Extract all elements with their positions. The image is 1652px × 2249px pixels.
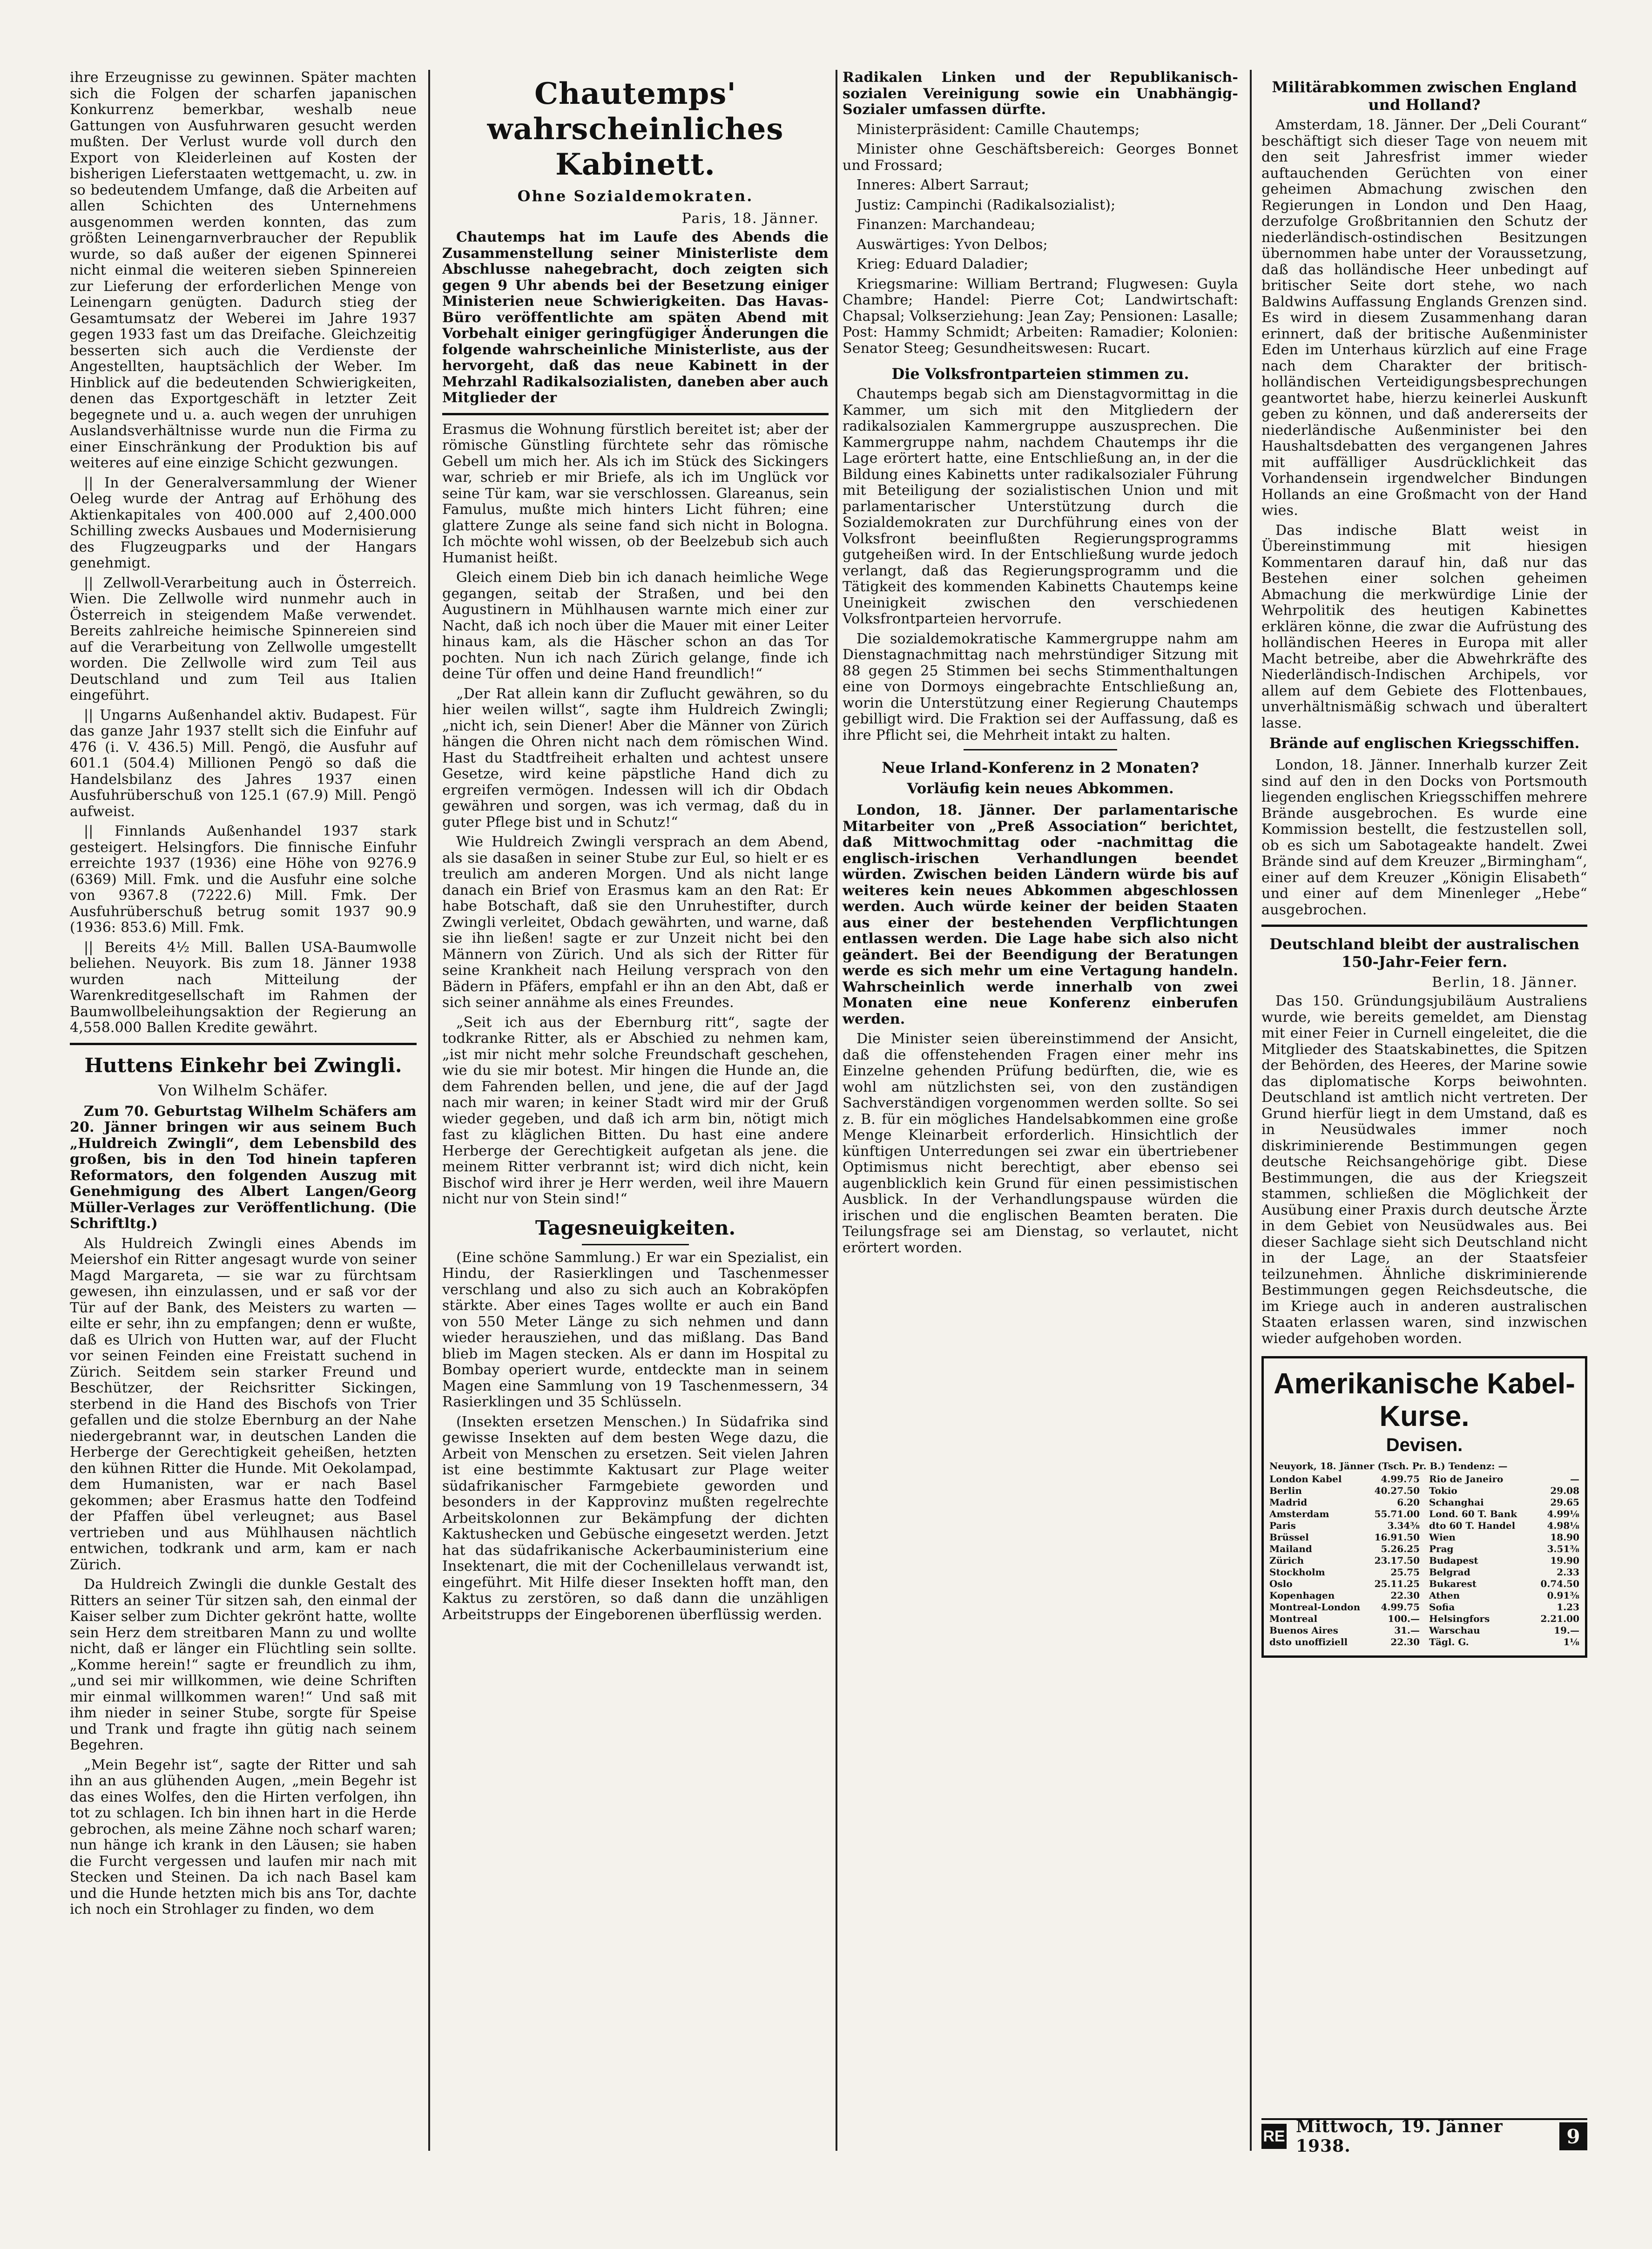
kurs-value: 22.30 — [1390, 1590, 1420, 1601]
kurs-value: 19.— — [1554, 1625, 1579, 1636]
kurs-currency: Amsterdam — [1269, 1508, 1329, 1520]
news-item: || Ungarns Außenhandel aktiv. Budapest. Für das ganze Jahr 1937 stellt sich die Einfuhr auf 476 (i. V. 436.5) Mill. Pengö, die Ausfuhr auf 601.1 (504.4) Millionen Pengö so daß die Handelsbilanz des Jahres 1937 einen Ausfuhrüberschuß von 125.1 (67.9) Mill. Pengö aufweist. — [70, 707, 417, 820]
article-text: Amsterdam, 18. Jänner. Der „Deli Courant“ beschäftigt sich dieser Tage von neuem mit den seit Jahresfrist immer wieder auftauchenden Gerüchten von einer geheimen Abmachung zwischen den Regierungen in London und Den Haag, derzufolge Großbritannien den Schutz der niederländisch-ostindischen Besitzungen übernommen habe unter der Voraussetzung, daß das holländische Heer unbedingt auf britischer Seite dort stehe, wo nach Baldwins Auffassung Englands Grenzen sind. Es wird in diesem Zusammenhang daran erinnert, daß der britische Außenminister Eden im Unterhaus kürzlich auf eine Frage nach dem Charakter der britisch-holländischen Verteidigungsbesprechungen geantwortet habe, hierzu keinerlei Auskunft geben zu können, und daß andererseits der niederländische Außenminister bei den Haushaltsdebatten des vergangenen Jahres mit auffälliger Ausdrücklichkeit das Vorhandensein irgendwelcher Bindungen Hollands an eine Großmacht von der Hand wies. — [1261, 117, 1587, 519]
article-text: Die sozialdemokratische Kammergruppe nahm am Dienstagnachmittag nach mehrstündiger Sitzung mit 88 gegen 25 Stimmen bei sechs Stimmenthaltungen eine von Dormoys eingebrachte Entschließung an, worin die Unterstützung einer Regierung Chautemps gebilligt wird. Die Fraktion sei der Auffassung, daß es ihre Pflicht sei, die Mehrheit intakt zu halten. — [843, 630, 1238, 743]
article-text: Erasmus die Wohnung fürstlich bereitet ist; aber der römische Günstling fürchtete sehr das römische Gebell um mich her. Als ich im Stück des Sickingers war, schrieb er mir Briefe, als ich im Unglück vor seine Tür kam, war sie verschlossen. Glareanus, sein Famulus, mußte mich hinters Licht führen; eine glattere Zunge als seine fand sich nicht in Bologna. Ich möchte wohl wissen, ob der Beelzebub sich auch Humanist heißt. — [442, 421, 829, 566]
subheading-braende: Brände auf englischen Kriegsschiffen. — [1269, 735, 1580, 752]
kurs-column-right — [1429, 1473, 1579, 1648]
article-text: „Seit ich aus der Ebernburg ritt“, sagte der todkranke Ritter, als er Abschied zu nehmen kam, „ist mir nicht mehr solche Freundschaft geschehen, wie du sie mir botest. Mir hingen die Hunde an, die dem Fahrenden bellen, und jene, die auf der Jagd nach mir waren; in keiner Stadt wird mir der Gruß wieder gegeben, und daß ich arm bin, nötigt mich fast zu kläglichen Bitten. Du hast eine andere Herberge der Gerechtigkeit aufgetan als jene. die meinem Ritter verbrannt ist; wird dich nicht, kein Bischof wird ihrer je Herr werden, weil ihre Mauern nicht nur von Stein sind!“ — [442, 1014, 829, 1207]
kurs-currency: Bukarest — [1429, 1578, 1477, 1589]
kurs-value: 5.26.25 — [1381, 1543, 1420, 1554]
kurs-currency: Warschau — [1429, 1625, 1480, 1636]
kurs-currency: Tägl. G. — [1429, 1636, 1469, 1648]
kurs-currency: dsto unoffiziell — [1269, 1636, 1348, 1648]
kurs-currency: Belgrad — [1429, 1567, 1470, 1578]
column-1 — [70, 70, 417, 1922]
kurs-value: 55.71.00 — [1374, 1508, 1420, 1520]
publisher-logo: RE — [1261, 2124, 1287, 2149]
kurs-value: 25.11.25 — [1374, 1578, 1420, 1589]
kurs-row — [1269, 1625, 1420, 1636]
kurs-row — [1429, 1625, 1579, 1636]
article-text: Als Huldreich Zwingli eines Abends im Meiershof ein Ritter angesagt wurde von seiner Magd Margareta, — sie war zu fürchtsam gewesen, ihn einzulassen, und er saß vor der Tür auf der Bank, des Meisters zu warten — eilte er sehr, ihn zu empfangen; denn er wußte, daß es Ulrich von Hutten war, auf der Flucht vor seinen Feinden eine Freistatt suchend in Zürich. Seitdem sein starker Freund und Beschützer, der Reichsritter Sickingen, sterbend in die Hand des Bischofs von Trier gefallen und die stolze Ebernburg an der Nahe niedergebrannt war, in deutschen Landen die Herberge der Gerechtigkeit geheißen, hetzten den kühnen Ritter die Hunde. Mit Oekolampad, dem Humanisten, war er nach Basel gekommen; aber Erasmus hatte den Todfeind der Pfaffen übel verleugnet; aus Basel vertrieben und aus Mühlhausen nächtlich entwichen, todkrank und arm, kam er nach Zürich. — [70, 1235, 417, 1573]
minister-entry: Justiz: Campinchi (Radikalsozialist); — [856, 196, 1116, 213]
kurs-row — [1429, 1508, 1579, 1520]
article-text: Das indische Blatt weist in Übereinstimmung mit hiesigen Kommentaren darauf hin, daß nur das Bestehen einer solchen geheimen Abmachung die merkwürdige Linie der Wehrpolitik des heutigen Kabinettes erklären könne, die zwar die Aufrüstung des holländischen Heeres in Europa mit aller Macht betreibe, aber die Abwehrkräfte des Niederländisch-Indischen Archipels, vor allem auf dem Gebiete des Flottenbaues, unverhältnismäßig schwach und überaltert lasse. — [1261, 522, 1587, 731]
kurs-row — [1429, 1520, 1579, 1532]
kurs-column-left — [1269, 1473, 1420, 1648]
kurs-value: 0.74.50 — [1540, 1578, 1579, 1589]
kurs-row — [1429, 1485, 1579, 1497]
news-item: || In der Generalversammlung der Wiener Oeleg wurde der Antrag auf Erhöhung des Aktienkapitales von 400.000 auf 2,400.000 Schilling zwecks Ausbaues und Modernisierung des Flugzeugparks und der Hangars genehmigt. — [70, 474, 417, 571]
kurs-value: 25.75 — [1390, 1567, 1420, 1578]
kurs-currency: Zürich — [1269, 1555, 1304, 1566]
column-rule — [836, 70, 837, 2151]
kurs-value: 23.17.50 — [1374, 1555, 1420, 1566]
kurs-row — [1269, 1567, 1420, 1578]
minister-entry: Finanzen: Marchandeau; — [856, 216, 1036, 233]
news-item: || Finnlands Außenhandel 1937 stark gesteigert. Helsingfors. Die finnische Einfuhr erreichte 1937 (1936) eine Höhe von 9276.9 (6369) Mill. Fmk. und die Ausfuhr eine solche von 9367.8 (7222.6) Mill. Fmk. Der Ausfuhrüberschuß betrug somit 1937 90.9 (1936: 853.6) Mill. Fmk. — [70, 823, 417, 936]
kurs-row — [1269, 1613, 1420, 1625]
kurs-row — [1429, 1590, 1579, 1601]
kurs-row — [1429, 1555, 1579, 1567]
dateline: Paris, 18. Jänner. — [681, 210, 819, 227]
kurs-value: 29.65 — [1550, 1497, 1579, 1508]
kurs-currency: Madrid — [1269, 1497, 1308, 1508]
article-text: Das 150. Gründungsjubiläum Australiens wurde, wie bereits gemeldet, am Dienstag mit einer Feier in Curnell eingeleitet, die die Mitglieder des Staatskabinettes, die Spitzen der Behörden, des Heeres, der Marine sowie das diplomatische Korps beiwohnten. Deutschland ist amtlich nicht vertreten. Der Grund hierfür liegt in dem Umstand, daß es in Neusüdwales immer noch diskriminierende Bestimmungen gegen deutsche Reichsangehörige gibt. Diese Bestimmungen, die aus der Kriegszeit stammen, schließen die Möglichkeit der Ausübung einer Praxis durch deutsche Ärzte in dem Gebiet von Neusüdwales aus. Bei dieser Sachlage sieht sich Deutschland nicht in der Lage, an der Staatsfeier teilzunehmen. Ähnliche diskriminierende Bestimmungen gegen Reichsdeutsche, die im Kriege auch in anderen australischen Staaten erlassen waren, sind inzwischen wieder aufgehoben worden. — [1261, 993, 1587, 1347]
kurs-row — [1429, 1497, 1579, 1508]
divider — [964, 749, 1117, 750]
column-4 — [1261, 70, 1587, 1658]
dateline: Berlin, 18. Jänner. — [1432, 974, 1578, 991]
kurs-value: 3.51⅜ — [1547, 1543, 1579, 1554]
kurs-value: 100.— — [1388, 1613, 1420, 1624]
kurs-row — [1269, 1578, 1420, 1590]
article-text: „Der Rat allein kann dir Zuflucht gewähren, so du hier weilen willst“, sagte ihm Huldreich Zwingli; „nicht ich, sein Diener! Aber die Männer von Zürich hängen die Ohren nicht nach dem römischen Wind. Hast du Stadtfreiheit erhalten und achtest unsere Gesetze, wird keine päpstliche Hand dich zu ergreifen vermögen. Indessen will ich dir Obdach gewähren und sorgen, was ich vermag, daß du in guter Pflege bist und in Schutz!“ — [442, 685, 829, 831]
article-text: Da Huldreich Zwingli die dunkle Gestalt des Ritters an seiner Tür sitzen sah, den einmal der Kaiser selber zum Dichter gekrönt hatte, wollte sein Herz dem streitbaren Mann zu und wollte nicht, daß er länger ein Flüchtling sein sollte. „Komme herein!“ sagte er freundlich zu ihm, „und sei mir willkommen, wie deine Schriften mir einmal willkommen waren!“ Und saß mit ihm nieder in seiner Stube, sorgte für Speise und Trank und fragte ihn gütig nach seinem Begehren. — [70, 1576, 417, 1753]
article-text: London, 18. Jänner. Der parlamentarische Mitarbeiter von „Preß Association“ berichtet, daß Mittwochmittag oder -nachmittag die englisch-irischen Verhandlungen beendet würden. Zwischen beiden Ländern würde bis auf weiteres kein neues Abkommen abgeschlossen werden. Auch würde keiner der beiden Staaten aus einer der bestehenden Verpflichtungen entlassen werden. Die Lage habe sich also nicht geändert. Bei der Beendigung der Beratungen werde es sich mehr um eine Vertagung handeln. Wahrscheinlich werde innerhalb von zwei Monaten eine neue Konferenz einberufen werden. — [843, 802, 1238, 1027]
article-text: Radikalen Linken und der Republikanisch-sozialen Vereinigung sowie ein Unabhängig-Sozialer umfassen dürfte. — [843, 69, 1238, 118]
page-footer — [1261, 2117, 1587, 2156]
kurs-row — [1269, 1555, 1420, 1567]
kurs-value: 0.91⅜ — [1547, 1590, 1579, 1601]
kabel-kurse-box — [1261, 1356, 1587, 1658]
kurs-currency: Lond. 60 T. Bank — [1429, 1508, 1517, 1520]
kurs-row — [1269, 1497, 1420, 1508]
kurs-currency: Schanghai — [1429, 1497, 1484, 1508]
kurs-currency: London Kabel — [1269, 1473, 1342, 1485]
kurs-value: 6.20 — [1397, 1497, 1420, 1508]
heading-tagesneuigkeiten: Tagesneuigkeiten. — [535, 1216, 736, 1239]
minister-entry: Kriegsmarine: William Bertrand; Flugwesen: Guyla Chambre; Handel: Pierre Cot; Landwirtschaft: Chapsal; Volkserziehung: Jean Zay; Pensionen: Lasalle; Post: Hammy Schmidt; Arbeiten: Ramadier; Kolonien: Senator Steeg; Gesundheitswesen: Rucart. — [843, 276, 1238, 357]
author-line: Von Wilhelm Schäfer. — [158, 1081, 329, 1099]
kurs-row — [1429, 1532, 1579, 1543]
kurs-row — [1269, 1532, 1420, 1543]
kurs-currency: Mailand — [1269, 1543, 1312, 1554]
heading-hutten: Huttens Einkehr bei Zwingli. — [84, 1054, 402, 1077]
kurs-row — [1429, 1473, 1579, 1485]
kurs-row — [1269, 1473, 1420, 1485]
kurs-value: 18.90 — [1550, 1532, 1579, 1543]
newspaper-page — [70, 70, 1587, 2183]
kurs-table — [1269, 1473, 1579, 1648]
kurs-value: 22.30 — [1390, 1636, 1420, 1648]
kurs-currency: Montreal — [1269, 1613, 1318, 1624]
kurs-currency: Athen — [1429, 1590, 1460, 1601]
kurs-row — [1429, 1601, 1579, 1613]
heading-militaerabkommen: Militärabkommen zwischen England und Holland? — [1272, 78, 1577, 114]
kurs-header: Neuyork, 18. Jänner (Tsch. Pr. B.) Tendenz: — — [1269, 1460, 1508, 1472]
page-number: 9 — [1559, 2122, 1587, 2150]
kurs-currency: Stockholm — [1269, 1567, 1325, 1578]
kurs-value: 40.27.50 — [1374, 1485, 1420, 1496]
box-title: Amerikanische Kabel-Kurse. — [1274, 1368, 1575, 1432]
kurs-value: 4.99⅛ — [1547, 1508, 1579, 1520]
kurs-value: 4.99.75 — [1381, 1601, 1420, 1613]
divider — [1261, 925, 1587, 927]
kurs-value: 1.23 — [1557, 1601, 1579, 1613]
minister-entry: Inneres: Albert Sarraut; — [856, 177, 1029, 193]
article-text: London, 18. Jänner. Innerhalb kurzer Zeit sind auf den in den Docks von Portsmouth liegenden englischen Kriegsschiffen mehrere Brände ausgebrochen. Es wurde eine Kommission bestellt, die festzustellen soll, ob es sich um Sabotageakte handelt. Zwei Brände sind auf dem Kreuzer „Birmingham“, einer auf dem Kreuzer „Königin Elisabeth“ und einer auf dem Minenleger „Hebe“ ausgebrochen. — [1261, 757, 1587, 918]
subheading-irland: Vorläufig kein neues Abkommen. — [907, 780, 1174, 797]
kurs-row — [1269, 1543, 1420, 1555]
kurs-row — [1269, 1590, 1420, 1601]
column-rule — [428, 70, 430, 2151]
article-text: Die Minister seien übereinstimmend der Ansicht, daß die offenstehenden Fragen einer mehr ins Einzelne gehenden Prüfung bedürften, die, wie es wohl am nützlichsten sei, von den zuständigen Sachverständigen vorgenommen werden sollte. So sei z. B. für ein mögliches Handelsabkommen eine große Menge Kleinarbeit erforderlich. Hinsichtlich der künftigen Unterredungen sei zwar ein übertriebener Optimismus nicht berechtigt, aber ebenso sei augenblicklich kein Grund für einen pessimistischen Ausblick. In der Verhandlungspause würden die irischen und die englischen Beamten beraten. Die Teilungsfrage sei am Dienstag, so verlautet, nicht erörtert worden. — [843, 1031, 1238, 1256]
article-text: Wie Huldreich Zwingli versprach an dem Abend, als sie dasaßen in seiner Stube zur Eul, so hielt er es treulich am anderen Morgen. Und als nicht lange danach ein Brief von Erasmus kam an den Rat: Er habe Botschaft, daß sie den Unruhestifter, durch Zwingli verleitet, Obdach gewährten, und warne, daß sie ihn ließen! sagte er zur Unzeit nicht bei den Männern von Zürich. Und als sich der Ritter für seine Krankheit nach Heilung versprach von den Bädern in Pfäfers, empfahl er ihn an den Abt, daß er sich seiner annähme als eines Freundes. — [442, 834, 829, 1011]
column-3 — [843, 70, 1238, 1260]
kurs-value: 16.91.50 — [1374, 1532, 1420, 1543]
kurs-currency: Berlin — [1269, 1485, 1302, 1496]
kurs-currency: Brüssel — [1269, 1532, 1309, 1543]
kurs-row — [1429, 1543, 1579, 1555]
kurs-currency: Oslo — [1269, 1578, 1293, 1589]
kurs-value: 3.34⅜ — [1387, 1520, 1420, 1531]
kurs-value: — — [1570, 1473, 1579, 1485]
kurs-row — [1429, 1636, 1579, 1648]
article-text: Chautemps begab sich am Dienstagvormittag in die Kammer, um sich mit den Mitgliedern der radikalsozialen Kammergruppe auszusprechen. Die Kammergruppe nahm, nachdem Chautemps ihr die Lage erörtert hatte, eine Entschließung an, in der die Bildung eines Kabinetts unter radikalsozialer Führung mit Beteiligung der sozialistischen Union und mit parlamentarischer Unterstützung durch die Sozialdemokraten zur Durchführung eines von der Volksfront beeinflußten Regierungsprogramms gutgeheißen wird. In der Entschließung wurde jedoch verlangt, daß das Regierungsprogramm und die Tätigkeit des kommenden Kabinetts Chautemps keine Uneinigkeit zwischen den verschiedenen Volksfrontparteien hervorrufe. — [843, 386, 1238, 627]
kurs-row — [1429, 1567, 1579, 1578]
heading-irland: Neue Irland-Konferenz in 2 Monaten? — [882, 759, 1199, 777]
box-subtitle: Devisen. — [1386, 1435, 1463, 1455]
kurs-value: 4.98⅛ — [1547, 1520, 1579, 1531]
kurs-currency: Sofia — [1429, 1601, 1455, 1613]
kurs-value: 31.— — [1394, 1625, 1420, 1636]
news-item: (Eine schöne Sammlung.) Er war ein Spezialist, ein Hindu, der Rasierklingen und Taschenmesser verschlang und also zu sich auch an Kobraköpfen stärkte. Aber eines Tages wollte er auch ein Band von 550 Meter Länge zu sich nehmen und dann wieder herausziehen, und das mißlang. Das Band blieb im Magen stecken. Als er dann im Hospital zu Bombay operiert wurde, entdeckte man in seinem Magen eine Sammlung von 19 Taschenmessern, 34 Rasierklingen und 35 Schlüsseln. — [442, 1249, 829, 1410]
minister-entry: Krieg: Eduard Daladier; — [856, 256, 1029, 272]
news-item: (Insekten ersetzen Menschen.) In Südafrika sind gewisse Insekten auf dem besten Wege dazu, die Arbeit von Menschen zu ersetzen. Seit vielen Jahren ist eine bestimmte Kaktusart zur Plage weiter südafrikanischer Farmgebiete geworden und besonders in der Kapprovinz mußten regelrechte Arbeitskolonnen zur Bekämpfung der dichten Kaktushecken und Gebüsche eingesetzt werden. Jetzt hat das südafrikanische Ackerbauministerium eine Insektenart, die mit der Cochenillelaus verwandt ist, eingeführt. Mit Hilfe dieser Insekten hofft man, den Kaktus zu zerstören, so daß dann die unzähligen Arbeitstrupps der Eingeborenen überflüssig werden. — [442, 1413, 829, 1623]
kurs-currency: Wien — [1429, 1532, 1456, 1543]
kurs-currency: Helsingfors — [1429, 1613, 1490, 1624]
kurs-currency: Budapest — [1429, 1555, 1478, 1566]
kurs-row — [1429, 1613, 1579, 1625]
kurs-currency: Tokio — [1429, 1485, 1457, 1496]
heading-australien: Deutschland bleibt der australischen 150-Jahr-Feier fern. — [1269, 935, 1579, 971]
lead-text: Chautemps hat im Laufe des Abends die Zusammenstellung seiner Ministerliste dem Abschlusse nahegebracht, doch zeigten sich gegen 9 Uhr abends bei der Besetzung einiger Ministerien neue Schwierigkeiten. Das Havas-Büro veröffentlichte am späten Abend mit Vorbehalt einiger geringfügiger Änderungen die folgende wahrscheinliche Ministerliste, aus der hervorgeht, daß das neue Kabinett in der Mehrzahl Radikalsozialisten, daneben aber auch Mitglieder der — [442, 229, 829, 406]
kurs-row — [1429, 1578, 1579, 1590]
heading-volksfront: Die Volksfrontparteien stimmen zu. — [891, 365, 1189, 383]
kurs-currency: Rio de Janeiro — [1429, 1473, 1504, 1485]
subheadline: Ohne Sozialdemokraten. — [517, 187, 754, 205]
kurs-row — [1269, 1520, 1420, 1532]
article-text: ihre Erzeugnisse zu gewinnen. Später machten sich die Folgen der scharfen japanischen Konkurrenz bemerkbar, weshalb neue Gattungen von Ausfuhrwaren gesucht werden mußten. Der Verlust wurde voll durch den Export von Kleiderleinen auf Kosten der bisherigen Lieferstaaten wettgemacht, u. zw. in so bedeutendem Umfange, daß die Arbeiten auf allen Schichten des Unternehmens ausgenommen werden konnten, das zum größten Leinengarnverbraucher der Republik wurde, so daß außer der eigenen Spinnerei nicht einmal die weiteren sieben Spinnereien zur Lieferung der erforderlichen Menge von Leinengarn genügten. Dadurch stieg der Gesamtumsatz der Weberei im Jahre 1937 gegen 1933 fast um das Dreifache. Gleichzeitig besserten sich auch die Verdienste der Angestellten, hauptsächlich der Weber. Im Hinblick auf die bedeutenden Schwierigkeiten, denen das Exportgeschäft in letzter Zeit begegnete und u. a. auch wegen der unruhigen Auslandsverhältnisse wurde nun die Firma zu einer Einschränkung der Produktion bis auf weiteres auf eine einzige Schicht gezwungen. — [70, 69, 417, 471]
kurs-row — [1269, 1601, 1420, 1613]
column-2 — [442, 70, 829, 1627]
divider — [582, 1244, 689, 1245]
kurs-row — [1269, 1636, 1420, 1648]
kurs-value: 29.08 — [1550, 1485, 1579, 1496]
news-item: || Zellwoll-Verarbeitung auch in Österreich. Wien. Die Zellwolle wird nunmehr auch in Österreich in steigendem Maße verwendet. Bereits zahlreiche heimische Spinnereien sind auf die Verarbeitung von Zellwolle umgestellt worden. Die Zellwolle wird zum Teil aus Deutschland und zum Teil aus Italien eingeführt. — [70, 574, 417, 703]
kurs-row — [1269, 1485, 1420, 1497]
kurs-value: 19.90 — [1550, 1555, 1579, 1566]
kurs-currency: dto 60 T. Handel — [1429, 1520, 1516, 1531]
minister-entry: Minister ohne Geschäftsbereich: Georges Bonnet und Frossard; — [843, 141, 1238, 174]
kurs-currency: Kopenhagen — [1269, 1590, 1335, 1601]
headline-chautemps: Chautemps' wahrscheinliches Kabinett. — [487, 76, 784, 182]
minister-entry: Ministerpräsident: Camille Chautemps; — [856, 121, 1140, 138]
article-text: „Mein Begehr ist“, sagte der Ritter und sah ihn an aus glühenden Augen, „mein Begehr ist das eines Wolfes, den die Hirten verfolgen, ihn tot zu schlagen. Ich bin ihnen hart in die Herde gebrochen, als meine Zähne noch scharf waren; nun hänge ich krank in den Läusen; sie haben die Furcht vergessen und laufen mir nach mit Stecken und Steinen. Da ich nach Basel kam und die Hunde hetzten mich bis ans Tor, dachte ich noch ein Strohlager zu finden, wo dem — [70, 1756, 417, 1918]
divider — [70, 1043, 417, 1045]
intro-note: Zum 70. Geburtstag Wilhelm Schäfers am 20. Jänner bringen wir aus seinem Buch „Huldreich Zwingli“, dem Lebensbild des großen, bis in den Tod hinein tapferen Reformators, den folgenden Auszug mit Genehmigung des Albert Langen/Georg Müller-Verlages zur Veröffentlichung. (Die Schriftltg.) — [70, 1103, 417, 1232]
issue-date: Mittwoch, 19. Jänner 1938. — [1296, 2117, 1503, 2156]
kurs-value: 1⅛ — [1563, 1636, 1579, 1648]
kurs-currency: Buenos Aires — [1269, 1625, 1338, 1636]
column-rule — [1250, 70, 1252, 2151]
news-item: || Bereits 4½ Mill. Ballen USA-Baumwolle beliehen. Neuyork. Bis zum 18. Jänner 1938 wurden nach Mitteilung der Warenkreditgesellschaft im Rahmen der Baumwollbeleihungsaktion der Regierung an 4,558.000 Ballen Kredite gewährt. — [70, 939, 417, 1036]
kurs-value: 2.33 — [1557, 1567, 1579, 1578]
kurs-currency: Prag — [1429, 1543, 1454, 1554]
kurs-value: 2.21.00 — [1540, 1613, 1579, 1624]
kurs-value: 4.99.75 — [1381, 1473, 1420, 1485]
article-text: Gleich einem Dieb bin ich danach heimliche Wege gegangen, seitab der Straßen, und bei den Augustinern in Mühlhausen warnte mich einer zur Nacht, daß ich noch über die Mauer mit einer Leiter hinaus kam, als die Häscher schon an das Tor pochten. Nun ich nach Zürich gelange, finde ich deine Tür offen und deine Hand freundlich!“ — [442, 569, 829, 682]
divider — [442, 413, 829, 415]
kurs-currency: Paris — [1269, 1520, 1296, 1531]
kurs-currency: Montreal-London — [1269, 1601, 1361, 1613]
minister-entry: Auswärtiges: Yvon Delbos; — [856, 236, 1048, 253]
kurs-row — [1269, 1508, 1420, 1520]
